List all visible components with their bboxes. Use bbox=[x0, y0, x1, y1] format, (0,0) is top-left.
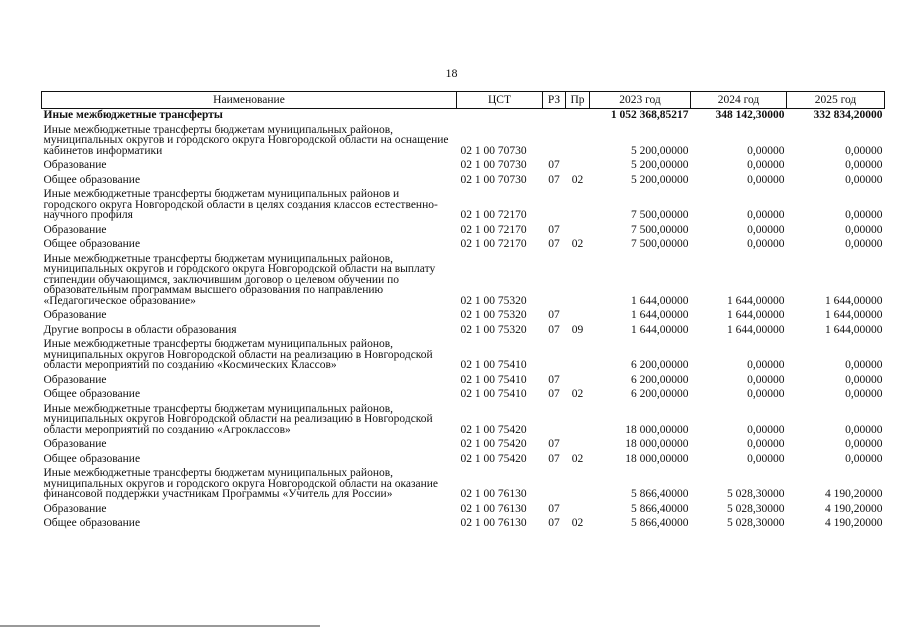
table-row bbox=[42, 467, 885, 503]
cell-rz: 07 bbox=[548, 452, 560, 465]
cell-2023: 5 200,00000 bbox=[631, 144, 689, 157]
cell-2024: 5 028,30000 bbox=[727, 517, 785, 529]
header-rz: РЗ bbox=[543, 92, 566, 109]
cell-name: Образование bbox=[43, 159, 107, 171]
cell-cst: 02 1 00 75410 bbox=[460, 388, 527, 400]
cell-2023: 18 000,00000 bbox=[625, 423, 689, 436]
cell-pr: 09 bbox=[571, 323, 584, 336]
cell-2025: 0,00000 bbox=[845, 438, 883, 450]
cell-rz bbox=[543, 338, 566, 374]
cell-name: Общее образование bbox=[43, 238, 141, 250]
cell-name: Общее образование bbox=[43, 173, 141, 186]
cell-pr: 02 bbox=[571, 452, 584, 465]
cell-2023: 1 644,00000 bbox=[631, 309, 689, 321]
cell-2023: 5 866,40000 bbox=[631, 488, 689, 500]
cell-cst: 02 1 00 75410 bbox=[460, 373, 527, 386]
cell-rz bbox=[543, 403, 566, 439]
bottom-rule bbox=[0, 625, 320, 627]
cell-rz: 07 bbox=[548, 323, 560, 336]
table-row bbox=[42, 253, 885, 310]
cell-2023: 1 644,00000 bbox=[631, 323, 689, 336]
table-row bbox=[42, 403, 885, 439]
cell-name: Общее образование bbox=[43, 388, 141, 400]
table-row bbox=[42, 438, 885, 453]
cell-name: Иные межбюджетные трансферты бюджетам муниципальных районов, муниципальных округов Новгородской области на реализацию в Новгородской области мероприятий по созданию «Агроклассов» bbox=[43, 402, 433, 436]
cell-2023: 7 500,00000 bbox=[631, 209, 689, 221]
cell-2023: 18 000,00000 bbox=[625, 438, 689, 450]
cell-rz: 07 bbox=[548, 388, 560, 400]
cell-rz: 07 bbox=[548, 373, 560, 386]
header-2024: 2024 год bbox=[691, 92, 787, 109]
cell-2025: 0,00000 bbox=[845, 452, 883, 465]
cell-2025: 332 834,20000 bbox=[813, 109, 883, 121]
cell-pr bbox=[566, 159, 590, 174]
table-body bbox=[42, 109, 885, 532]
cell-cst bbox=[457, 109, 543, 124]
cell-name: Иные межбюджетные трансферты бюджетам муниципальных районов, муниципальных округов Новгородской области на реализацию в Новгородской области мероприятий по созданию «Космических Классов» bbox=[43, 338, 433, 371]
cell-pr bbox=[566, 403, 590, 439]
header-name: Наименование bbox=[42, 92, 457, 109]
cell-rz bbox=[543, 467, 566, 503]
table-row bbox=[42, 174, 885, 189]
table-row bbox=[42, 224, 885, 239]
cell-pr: 02 bbox=[571, 238, 584, 250]
cell-pr bbox=[566, 374, 590, 389]
table-header-row bbox=[42, 92, 885, 109]
cell-rz: 07 bbox=[548, 502, 560, 515]
cell-2024: 0,00000 bbox=[747, 209, 785, 221]
cell-2023: 1 644,00000 bbox=[631, 294, 689, 307]
table-row bbox=[42, 374, 885, 389]
cell-2024: 5 028,30000 bbox=[727, 488, 785, 500]
cell-name: Образование bbox=[43, 502, 107, 515]
cell-2024: 0,00000 bbox=[747, 238, 785, 250]
cell-name: Образование bbox=[43, 373, 107, 386]
cell-2025: 4 190,20000 bbox=[825, 517, 883, 529]
cell-2025: 0,00000 bbox=[845, 359, 883, 371]
cell-2025: 0,00000 bbox=[845, 423, 883, 436]
cell-rz: 07 bbox=[548, 238, 560, 250]
cell-2024: 0,00000 bbox=[747, 144, 785, 157]
cell-cst: 02 1 00 70730 bbox=[460, 144, 527, 157]
cell-cst: 02 1 00 76130 bbox=[460, 488, 527, 500]
table-row bbox=[42, 188, 885, 224]
cell-2023: 7 500,00000 bbox=[631, 238, 689, 250]
cell-2025: 0,00000 bbox=[845, 238, 883, 250]
cell-2025: 0,00000 bbox=[845, 173, 883, 186]
cell-2024: 0,00000 bbox=[747, 423, 785, 436]
cell-2024: 0,00000 bbox=[747, 438, 785, 450]
cell-2023: 5 200,00000 bbox=[631, 173, 689, 186]
cell-pr bbox=[566, 503, 590, 518]
cell-2025: 0,00000 bbox=[845, 223, 883, 236]
cell-2024: 348 142,30000 bbox=[715, 109, 785, 121]
cell-cst: 02 1 00 76130 bbox=[460, 517, 527, 529]
cell-pr bbox=[566, 338, 590, 374]
cell-name: Другие вопросы в области образования bbox=[43, 323, 237, 336]
cell-pr bbox=[566, 467, 590, 503]
cell-2025: 4 190,20000 bbox=[825, 502, 883, 515]
cell-name: Иные межбюджетные трансферты bbox=[43, 109, 223, 121]
cell-name: Иные межбюджетные трансферты бюджетам муниципальных районов, муниципальных округов и городского округа Новгородской области на выплату стипендии обучающимся, заключившим договор о целевом обучении по образовательным программам высшего образования по направлению «Педагогическое образование» bbox=[43, 252, 436, 307]
cell-2025: 0,00000 bbox=[845, 209, 883, 221]
table-row bbox=[42, 309, 885, 324]
page-number: 18 bbox=[445, 66, 458, 80]
cell-name: Иные межбюджетные трансферты бюджетам муниципальных районов и городского округа Новгородской области в целях создания классов естественно-научного профиля bbox=[43, 188, 438, 221]
cell-2024: 0,00000 bbox=[747, 173, 785, 186]
cell-2024: 1 644,00000 bbox=[727, 323, 785, 336]
cell-pr: 02 bbox=[571, 173, 584, 186]
cell-cst: 02 1 00 75420 bbox=[460, 423, 527, 436]
cell-name: Общее образование bbox=[43, 452, 141, 465]
cell-rz: 07 bbox=[548, 309, 560, 321]
cell-2024: 1 644,00000 bbox=[727, 294, 785, 307]
budget-table bbox=[41, 91, 885, 532]
cell-cst: 02 1 00 70730 bbox=[460, 159, 527, 171]
table-row bbox=[42, 338, 885, 374]
cell-2023: 6 200,00000 bbox=[631, 359, 689, 371]
cell-name: Общее образование bbox=[43, 517, 141, 529]
cell-rz: 07 bbox=[548, 223, 560, 236]
cell-2025: 4 190,20000 bbox=[825, 488, 883, 500]
cell-cst: 02 1 00 75420 bbox=[460, 452, 527, 465]
cell-cst: 02 1 00 75420 bbox=[460, 438, 527, 450]
cell-2024: 0,00000 bbox=[747, 223, 785, 236]
cell-pr: 02 bbox=[571, 388, 584, 400]
cell-cst: 02 1 00 75320 bbox=[460, 323, 527, 336]
cell-name: Образование bbox=[43, 223, 107, 236]
header-2023: 2023 год bbox=[590, 92, 691, 109]
cell-2024: 0,00000 bbox=[747, 388, 785, 400]
cell-pr bbox=[566, 438, 590, 453]
cell-pr bbox=[566, 188, 590, 224]
cell-cst: 02 1 00 72170 bbox=[460, 209, 527, 221]
cell-rz: 07 bbox=[548, 517, 560, 529]
cell-2024: 1 644,00000 bbox=[727, 309, 785, 321]
cell-2024: 0,00000 bbox=[747, 359, 785, 371]
cell-2023: 5 866,40000 bbox=[631, 517, 689, 529]
cell-2023: 7 500,00000 bbox=[631, 223, 689, 236]
table-row bbox=[42, 159, 885, 174]
cell-cst: 02 1 00 72170 bbox=[460, 238, 527, 250]
cell-rz bbox=[543, 253, 566, 310]
cell-pr bbox=[566, 224, 590, 239]
header-cst: ЦСТ bbox=[457, 92, 543, 109]
cell-pr bbox=[566, 253, 590, 310]
cell-pr bbox=[566, 109, 590, 124]
cell-2023: 6 200,00000 bbox=[631, 388, 689, 400]
cell-pr bbox=[566, 309, 590, 324]
table-row bbox=[42, 124, 885, 160]
header-2025: 2025 год bbox=[787, 92, 885, 109]
cell-rz bbox=[543, 109, 566, 124]
cell-rz: 07 bbox=[548, 173, 560, 186]
table-row bbox=[42, 503, 885, 518]
table-row bbox=[42, 388, 885, 403]
cell-2025: 1 644,00000 bbox=[825, 294, 883, 307]
cell-2024: 0,00000 bbox=[747, 373, 785, 386]
table-row bbox=[42, 517, 885, 532]
table-row bbox=[42, 109, 885, 124]
cell-cst: 02 1 00 76130 bbox=[460, 502, 527, 515]
cell-2024: 0,00000 bbox=[747, 159, 785, 171]
cell-name: Иные межбюджетные трансферты бюджетам муниципальных районов, муниципальных округов и городского округа Новгородской области на оказание финансовой поддержки участникам Программы «Учитель для России» bbox=[43, 467, 439, 500]
cell-2023: 5 866,40000 bbox=[631, 502, 689, 515]
cell-pr bbox=[566, 124, 590, 160]
cell-pr: 02 bbox=[571, 517, 584, 529]
cell-cst: 02 1 00 75410 bbox=[460, 359, 527, 371]
cell-name: Иные межбюджетные трансферты бюджетам муниципальных районов, муниципальных округов и городского округа Новгородской области на оснащение кабинетов информатики bbox=[43, 123, 449, 157]
cell-2025: 1 644,00000 bbox=[825, 309, 883, 321]
cell-cst: 02 1 00 70730 bbox=[460, 173, 527, 186]
table-row bbox=[42, 324, 885, 339]
cell-2025: 0,00000 bbox=[845, 159, 883, 171]
cell-2025: 0,00000 bbox=[845, 144, 883, 157]
table-row bbox=[42, 453, 885, 468]
cell-rz bbox=[543, 188, 566, 224]
cell-2024: 0,00000 bbox=[747, 452, 785, 465]
cell-rz bbox=[543, 124, 566, 160]
cell-2025: 0,00000 bbox=[845, 388, 883, 400]
cell-2025: 1 644,00000 bbox=[825, 323, 883, 336]
cell-name: Образование bbox=[43, 438, 107, 450]
cell-cst: 02 1 00 75320 bbox=[460, 309, 527, 321]
cell-cst: 02 1 00 72170 bbox=[460, 223, 527, 236]
cell-name: Образование bbox=[43, 309, 107, 321]
cell-2023: 6 200,00000 bbox=[631, 373, 689, 386]
cell-2023: 1 052 368,85217 bbox=[610, 109, 689, 121]
cell-2023: 18 000,00000 bbox=[625, 452, 689, 465]
header-pr: Пр bbox=[566, 92, 590, 109]
cell-2025: 0,00000 bbox=[845, 373, 883, 386]
cell-cst: 02 1 00 75320 bbox=[460, 294, 527, 307]
cell-2023: 5 200,00000 bbox=[631, 159, 689, 171]
cell-rz: 07 bbox=[548, 438, 560, 450]
cell-rz: 07 bbox=[548, 159, 560, 171]
cell-2024: 5 028,30000 bbox=[727, 502, 785, 515]
table-row bbox=[42, 238, 885, 253]
